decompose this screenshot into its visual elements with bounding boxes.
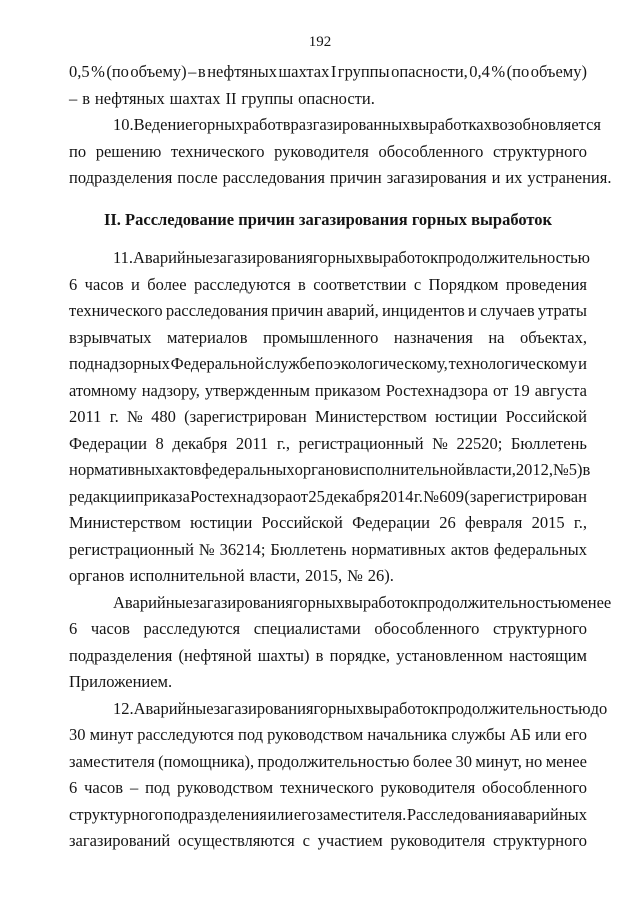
text-line bbox=[69, 643, 587, 670]
word: специалистами bbox=[253, 619, 361, 638]
section-heading: II. Расследование причин загазирования горных выработок bbox=[103, 210, 553, 229]
word: г. bbox=[109, 407, 119, 426]
word: обособленного bbox=[374, 619, 480, 638]
word: продолжительностью bbox=[257, 751, 410, 771]
word: исполнительной bbox=[350, 460, 466, 479]
word: на bbox=[488, 327, 505, 347]
word: обособленного bbox=[378, 141, 484, 161]
word: 6 bbox=[69, 778, 78, 797]
word: их bbox=[505, 168, 523, 187]
word: под bbox=[237, 725, 263, 744]
word: и bbox=[491, 168, 501, 187]
word: с bbox=[302, 831, 310, 850]
word: № bbox=[347, 566, 363, 585]
word: в bbox=[82, 88, 90, 108]
text-line bbox=[69, 775, 587, 802]
word: горных bbox=[313, 698, 365, 718]
word: технического bbox=[170, 141, 265, 161]
word: руководством bbox=[267, 725, 364, 744]
word: 2011 bbox=[235, 433, 269, 453]
word: проведения bbox=[505, 274, 587, 294]
text-line bbox=[69, 484, 587, 511]
word: причин bbox=[329, 168, 382, 187]
word: II bbox=[225, 88, 237, 108]
word: осуществляются bbox=[177, 831, 295, 850]
word: более bbox=[147, 274, 187, 294]
word: инцидентов bbox=[381, 301, 465, 320]
word: % bbox=[91, 62, 105, 81]
word: продолжительностью bbox=[418, 592, 570, 612]
word: утраты bbox=[537, 301, 587, 320]
word: % bbox=[491, 62, 506, 81]
word: часов bbox=[90, 619, 130, 638]
word: 0,5 bbox=[69, 62, 90, 81]
word: руководителя bbox=[380, 778, 476, 797]
word: Аварийные bbox=[113, 592, 193, 612]
word: его bbox=[565, 725, 587, 744]
word: опасности, bbox=[391, 62, 468, 81]
word: работ bbox=[243, 115, 283, 134]
word: более bbox=[412, 751, 453, 771]
word: настоящим bbox=[509, 645, 587, 665]
text-line bbox=[69, 828, 587, 855]
word: регистрационный bbox=[298, 433, 424, 453]
text-line bbox=[69, 510, 587, 537]
word: но bbox=[525, 751, 543, 771]
word: от bbox=[493, 380, 509, 400]
word: 26 bbox=[439, 513, 456, 532]
word: Бюллетень bbox=[270, 539, 347, 559]
word: 480 bbox=[151, 407, 176, 426]
word: 2015, bbox=[305, 566, 343, 585]
text-line bbox=[69, 59, 587, 86]
word: г., bbox=[573, 513, 587, 532]
word: с bbox=[413, 274, 422, 294]
text-line bbox=[69, 537, 587, 564]
word: руководителя bbox=[274, 141, 369, 161]
word: технического bbox=[69, 301, 163, 320]
text-line bbox=[69, 696, 608, 723]
word: по bbox=[69, 141, 87, 161]
word: редакции bbox=[69, 486, 135, 506]
text-line bbox=[69, 86, 587, 113]
word: по bbox=[315, 354, 333, 373]
text-line bbox=[69, 590, 612, 617]
word: расследуются bbox=[193, 274, 291, 294]
word: поднадзорных bbox=[69, 354, 170, 373]
word: Федерации bbox=[69, 433, 147, 453]
word: 10. bbox=[113, 115, 134, 134]
word: Ведение bbox=[133, 115, 193, 134]
word: загазирования bbox=[212, 248, 313, 267]
word: горных bbox=[292, 592, 344, 612]
word: Российской bbox=[261, 513, 343, 532]
word: нефтяных bbox=[94, 88, 165, 108]
word: часов bbox=[84, 274, 124, 294]
word: 30 bbox=[69, 725, 86, 744]
paragraph-block-top bbox=[69, 59, 612, 192]
word: выработках bbox=[410, 115, 492, 134]
word: 36214; bbox=[219, 539, 266, 559]
word: актов bbox=[163, 460, 202, 479]
word: расследуются bbox=[143, 619, 241, 638]
text-line bbox=[69, 272, 587, 299]
word: актов bbox=[450, 539, 489, 559]
word: Аварийные bbox=[133, 698, 214, 718]
word: № bbox=[423, 486, 439, 506]
page-number: 192 bbox=[308, 34, 332, 50]
word: начальника bbox=[367, 725, 448, 744]
word: руководством bbox=[176, 778, 274, 797]
word: (помощника), bbox=[158, 751, 255, 771]
word: и bbox=[578, 354, 587, 373]
word: 2011 bbox=[69, 407, 102, 426]
word: в bbox=[197, 62, 206, 81]
word: 5) bbox=[568, 460, 583, 479]
word: структурного bbox=[493, 831, 587, 850]
word: в bbox=[582, 460, 591, 479]
word: 6 bbox=[69, 274, 78, 294]
word: службы bbox=[451, 725, 506, 744]
word: руководителя bbox=[390, 831, 486, 850]
text-line bbox=[69, 298, 587, 325]
word: I bbox=[330, 62, 337, 81]
word: декабря bbox=[172, 433, 228, 453]
word: Аварийные bbox=[133, 248, 213, 267]
word: юстиции bbox=[435, 407, 498, 426]
word: продолжительностью bbox=[438, 248, 591, 267]
word: его bbox=[293, 804, 316, 824]
word: группы bbox=[337, 62, 390, 81]
word: атомному bbox=[69, 380, 137, 400]
word: нефтяных bbox=[207, 62, 277, 81]
word: в bbox=[298, 274, 306, 294]
text-line bbox=[69, 139, 587, 166]
word: 26). bbox=[367, 566, 394, 585]
word: 609 bbox=[439, 486, 465, 506]
word: 25 bbox=[308, 486, 325, 506]
text-line bbox=[69, 563, 587, 590]
word: Министерством bbox=[314, 407, 427, 426]
word: возобновляется bbox=[491, 115, 601, 134]
word: регистрационный bbox=[69, 539, 194, 559]
word: Бюллетень bbox=[510, 433, 587, 453]
word: 0,4 bbox=[469, 62, 490, 81]
word: 12. bbox=[113, 698, 134, 718]
word: или bbox=[535, 725, 561, 744]
word: шахтах bbox=[278, 62, 330, 81]
word: случаев bbox=[480, 301, 535, 320]
text-line bbox=[69, 431, 587, 458]
word: г. bbox=[413, 486, 423, 506]
word: объему) bbox=[530, 62, 587, 81]
word: расследования bbox=[222, 168, 325, 187]
word: № bbox=[127, 407, 143, 426]
word: АБ bbox=[509, 725, 531, 744]
word: августа bbox=[534, 380, 587, 400]
word: в bbox=[315, 645, 324, 665]
word: структурного bbox=[492, 141, 587, 161]
word: Министерством bbox=[69, 513, 181, 532]
word: загазирования bbox=[213, 698, 314, 718]
word: органов bbox=[294, 460, 351, 479]
word: назначения bbox=[393, 327, 473, 347]
text-line bbox=[69, 722, 587, 749]
text-line bbox=[69, 245, 591, 272]
word: (по bbox=[106, 62, 129, 81]
word: Федерации bbox=[352, 513, 431, 532]
word: юстиции bbox=[190, 513, 253, 532]
text-line bbox=[69, 802, 587, 829]
word: нормативных bbox=[69, 460, 164, 479]
word: решению bbox=[95, 141, 162, 161]
word: исполнительной bbox=[129, 566, 245, 585]
text-line bbox=[69, 669, 587, 696]
word: горных bbox=[312, 248, 364, 267]
word: структурного bbox=[69, 804, 163, 824]
word: 22520; bbox=[456, 433, 503, 453]
word: заместителя. bbox=[316, 804, 407, 824]
word: установленном bbox=[396, 645, 503, 665]
word: Ростехнадзора bbox=[190, 486, 293, 506]
word: подразделения bbox=[69, 168, 173, 187]
word: – bbox=[188, 62, 197, 81]
word: 2012, bbox=[515, 460, 553, 479]
word: Российской bbox=[505, 407, 587, 426]
word: 11. bbox=[113, 248, 134, 267]
word: шахтах bbox=[169, 88, 221, 108]
text-line bbox=[69, 616, 587, 643]
word: после bbox=[177, 168, 218, 187]
word: подразделения bbox=[69, 645, 173, 665]
word: устранения. bbox=[527, 168, 612, 187]
word: технологическому bbox=[448, 354, 578, 373]
word: до bbox=[590, 698, 608, 718]
word: надзору, bbox=[141, 380, 200, 400]
word: менее bbox=[570, 592, 612, 612]
paragraph-block-main bbox=[69, 245, 612, 855]
word: в bbox=[282, 115, 291, 134]
word: шахты) bbox=[257, 645, 310, 665]
word: Порядком bbox=[428, 274, 499, 294]
word: 8 bbox=[155, 433, 164, 453]
word: причин bbox=[271, 301, 324, 320]
word: группы bbox=[241, 88, 294, 108]
word: 6 bbox=[69, 619, 78, 638]
word: экологическому, bbox=[333, 354, 448, 373]
text-line bbox=[69, 378, 587, 405]
word: Ростехнадзора bbox=[385, 380, 489, 400]
word: федеральных bbox=[493, 539, 587, 559]
word: горных bbox=[192, 115, 244, 134]
word: порядке, bbox=[329, 645, 391, 665]
word: – bbox=[69, 88, 78, 108]
word: № bbox=[432, 433, 448, 453]
word: объектах, bbox=[519, 327, 587, 347]
word: выработок bbox=[363, 248, 439, 267]
word: (нефтяной bbox=[178, 645, 252, 665]
word: заместителя bbox=[69, 751, 155, 771]
word: от bbox=[292, 486, 308, 506]
text-line bbox=[69, 351, 587, 378]
word: промышленного bbox=[263, 327, 379, 347]
word: аварий, bbox=[326, 301, 379, 320]
word: – bbox=[129, 778, 139, 797]
word: органов bbox=[69, 566, 125, 585]
word: опасности. bbox=[298, 88, 375, 108]
word: приказа bbox=[134, 486, 190, 506]
word: 2015 bbox=[531, 513, 565, 532]
word: взрывчатых bbox=[69, 327, 152, 347]
word: приказом bbox=[314, 380, 381, 400]
word: под bbox=[145, 778, 171, 797]
word: разгазированных bbox=[290, 115, 411, 134]
word: часов bbox=[84, 778, 124, 797]
word: расследования bbox=[165, 301, 269, 320]
text-line bbox=[69, 165, 612, 192]
word: г., bbox=[276, 433, 291, 453]
word: (зарегистрирован bbox=[464, 486, 587, 506]
word: 2014 bbox=[380, 486, 414, 506]
word: аварийных bbox=[510, 804, 587, 824]
word: минут bbox=[89, 725, 134, 744]
word: власти, bbox=[465, 460, 516, 479]
word: (зарегистрирован bbox=[184, 407, 307, 426]
word: федеральных bbox=[201, 460, 295, 479]
word: № bbox=[552, 460, 569, 479]
word: обособленного bbox=[482, 778, 587, 797]
word: загазирования bbox=[192, 592, 293, 612]
word: 19 bbox=[513, 380, 530, 400]
word: загазирований bbox=[69, 831, 171, 850]
text-line bbox=[69, 112, 601, 139]
word: продолжительностью bbox=[438, 698, 591, 718]
text-line bbox=[69, 325, 587, 352]
word: участием bbox=[317, 831, 383, 850]
word: подразделения bbox=[163, 804, 267, 824]
word: загазирования bbox=[386, 168, 487, 187]
word: № bbox=[198, 539, 215, 559]
word: материалов bbox=[167, 327, 248, 347]
word: декабря bbox=[325, 486, 381, 506]
text-line bbox=[69, 749, 587, 776]
word: и bbox=[131, 274, 140, 294]
text-line bbox=[69, 457, 591, 484]
word: Приложением. bbox=[69, 672, 173, 691]
word: выработок bbox=[364, 698, 439, 718]
word: Расследования bbox=[406, 804, 511, 824]
word: службе bbox=[264, 354, 316, 373]
word: или bbox=[267, 804, 294, 824]
word: технического bbox=[279, 778, 374, 797]
word: и bbox=[468, 301, 477, 320]
word: минут, bbox=[475, 751, 522, 771]
word: власти, bbox=[249, 566, 301, 585]
word: расследуются bbox=[137, 725, 234, 744]
word: выработок bbox=[343, 592, 419, 612]
word: соответствии bbox=[313, 274, 407, 294]
word: февраля bbox=[464, 513, 523, 532]
word: утвержденным bbox=[204, 380, 310, 400]
word: нормативных bbox=[351, 539, 446, 559]
text-line bbox=[69, 404, 587, 431]
word: 30 bbox=[455, 751, 473, 771]
word: (по bbox=[506, 62, 530, 81]
word: структурного bbox=[492, 619, 587, 638]
word: Федеральной bbox=[170, 354, 264, 373]
word: объему) bbox=[130, 62, 187, 81]
word: менее bbox=[545, 751, 587, 771]
